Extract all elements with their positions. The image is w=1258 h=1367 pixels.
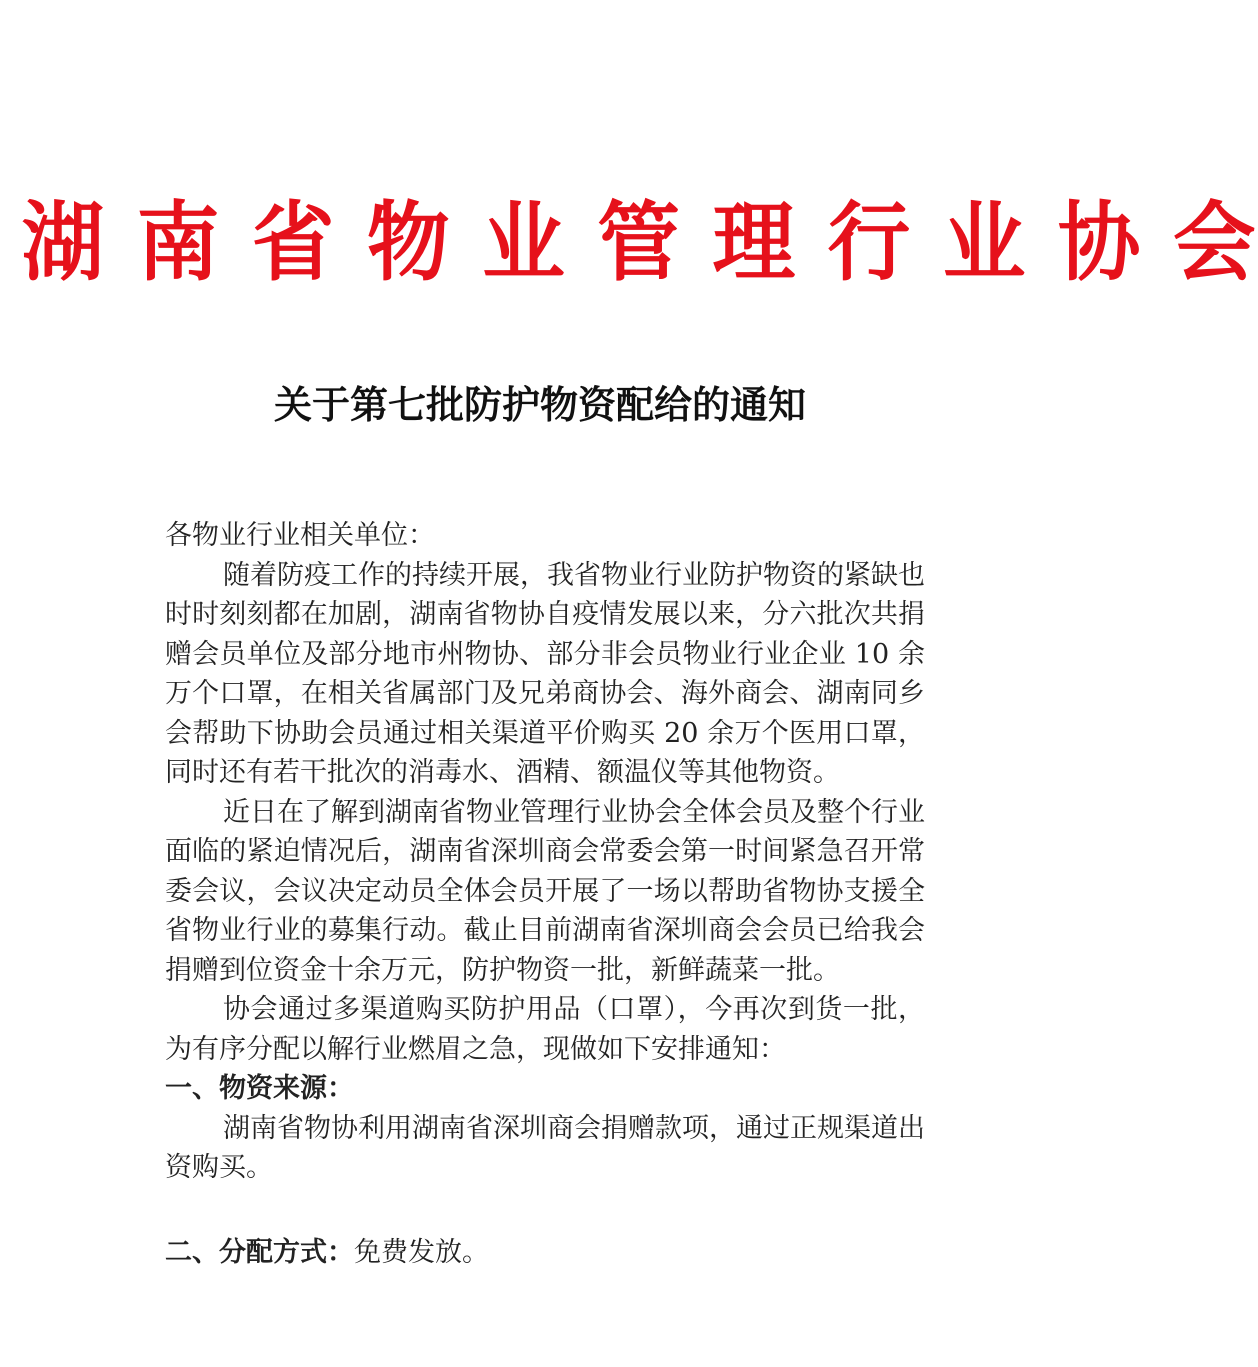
document-title: 关于第七批防护物资配给的通知 <box>273 383 806 427</box>
section-label: 二、分配方式： <box>165 1236 354 1268</box>
spacer <box>165 1188 925 1233</box>
document-body <box>165 516 925 1272</box>
section-heading-distribution <box>165 1233 925 1273</box>
section-heading-sources <box>165 1069 925 1109</box>
org-header: 湖 南 省 物 业 管 理 行 业 协 会 <box>21 193 1258 293</box>
section-text: 免费发放。 <box>354 1236 489 1268</box>
paragraph: 近日在了解到湖南省物业管理行业协会全体会员及整个行业面临的紧迫情况后，湖南省深圳商会常委会第一时间紧急召开常委会议，会议决定动员全体会员开展了一场以帮助省物协支援全省物业行业的募集行动。截止目前湖南省深圳商会会员已给我会捐赠到位资金十余万元，防护物资一批，新鲜蔬菜一批。 <box>165 796 925 986</box>
paragraph: 协会通过多渠道购买防护用品（口罩），今再次到货一批，为有序分配以解行业燃眉之急，现做如下安排通知： <box>165 994 925 1065</box>
salutation: 各物业行业相关单位： <box>165 520 435 551</box>
section-detail: 湖南省物协利用湖南省深圳商会捐赠款项，通过正规渠道出资购买。 <box>165 1112 925 1183</box>
paragraph: 随着防疫工作的持续开展，我省物业行业防护物资的紧缺也时时刻刻都在加剧，湖南省物协自疫情发展以来，分六批次共捐赠会员单位及部分地市州物协、部分非会员物业行业企业 10 余万个口罩，在相关省属部门及兄弟商协会、海外商会、湖南同乡会帮助下协助会员通过相关渠道平价购买 20 余万个医用口罩，同时还有若干批次的消毒水、酒精、额温仪等其他物资。 <box>165 559 925 788</box>
section-label: 一、物资来源： <box>165 1073 354 1104</box>
